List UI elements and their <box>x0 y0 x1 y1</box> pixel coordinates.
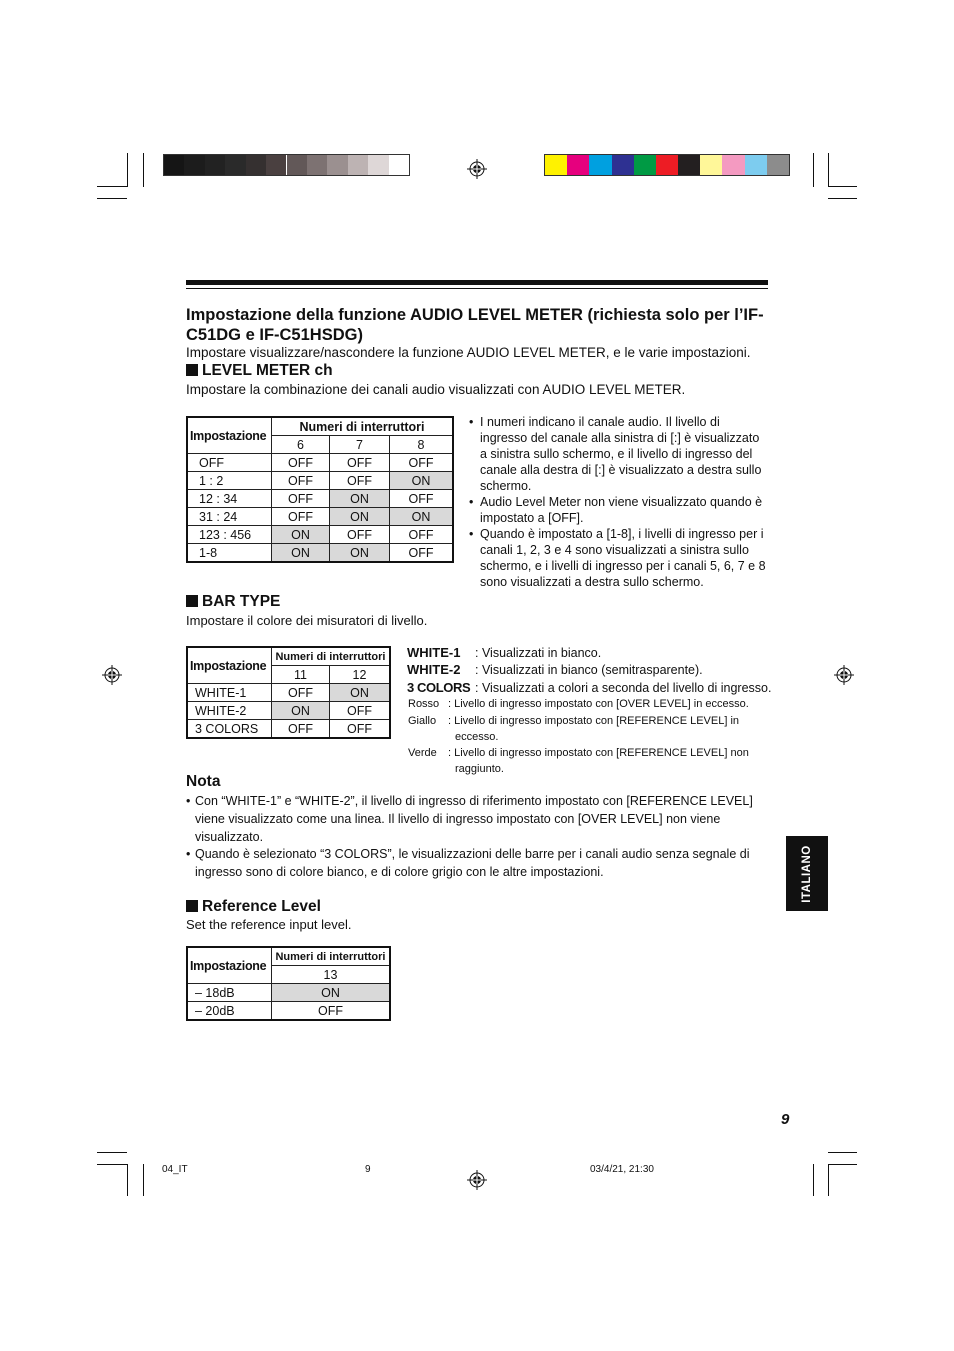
crop-mark <box>828 1152 857 1153</box>
crop-mark <box>97 1152 127 1153</box>
footer-file: 04_IT <box>162 1164 188 1175</box>
table-row <box>187 508 453 526</box>
nota-line: Quando è selezionato “3 COLORS”, le visualizzazioni delle barre per i canali audio senza segnale di <box>195 847 750 861</box>
reference-level-table <box>186 946 391 1021</box>
crop-mark <box>828 186 857 187</box>
footer-page: 9 <box>365 1164 371 1175</box>
switch-number: 11 <box>272 666 330 684</box>
gray-swatch <box>246 155 266 175</box>
color-verde-text: : Livello di ingresso impostato con [REFERENCE LEVEL] non <box>448 747 749 759</box>
color-swatch <box>545 155 567 175</box>
cell-value: OFF <box>272 684 330 702</box>
cell-value: OFF <box>272 508 330 526</box>
list-item: • I numeri indicano il canale audio. Il livello di ingresso del canale alla sinistra di [:] è visualizzato a sinistra sullo schermo, e il livello di ingresso del canale alla destra di [:] è visualizzato a destra sullo schermo. <box>468 414 768 494</box>
gray-swatch <box>205 155 225 175</box>
nota-item: • Con “WHITE-1” e “WHITE-2”, il livello di ingresso di riferimento impostato con [REFERENCE LEVEL] viene visualizzato come una linea. Il livello di ingresso impostato con [OVER LEVEL] non viene visualizzato. <box>186 794 753 844</box>
table-row <box>187 720 390 739</box>
row-label: WHITE-1 <box>187 684 272 702</box>
gray-swatch <box>184 155 204 175</box>
crop-mark <box>127 153 128 187</box>
footer-timestamp: 03/4/21, 21:30 <box>590 1164 654 1175</box>
table-row <box>187 1002 390 1021</box>
section-title-text: BAR TYPE <box>202 593 281 610</box>
cell-value: OFF <box>330 454 390 472</box>
gray-swatch <box>327 155 347 175</box>
switch-number: 7 <box>330 436 390 454</box>
gray-swatch <box>389 155 409 175</box>
crop-mark <box>97 1164 127 1165</box>
level-meter-notes <box>468 414 768 590</box>
list-item: • Audio Level Meter non viene visualizzato quando è impostato a [OFF]. <box>468 494 768 526</box>
color-rosso-name: Rosso <box>408 698 440 710</box>
color-swatch <box>700 155 722 175</box>
cell-value: OFF <box>330 720 391 739</box>
gray-swatch <box>307 155 327 175</box>
row-label: 3 COLORS <box>187 720 272 739</box>
table-row <box>187 472 453 490</box>
nota-line: viene visualizzato come una linea. Il livello di ingresso impostato con [OVER LEVEL] non viene <box>195 812 721 826</box>
switch-number: 6 <box>272 436 330 454</box>
cell-value: ON <box>390 508 454 526</box>
cell-value: ON <box>330 508 390 526</box>
switch-number: 8 <box>390 436 454 454</box>
table-row <box>187 684 390 702</box>
gray-swatch <box>225 155 245 175</box>
color-verde-name: Verde <box>408 747 437 759</box>
color-giallo-text-cont: eccesso. <box>455 731 499 743</box>
definition-3-colors <box>407 679 771 697</box>
switch-number: 12 <box>330 666 391 684</box>
cell-value: ON <box>330 544 390 563</box>
crop-mark <box>828 1164 857 1165</box>
header-rule <box>186 280 768 285</box>
nota-line: ingresso sono di colore bianco, e di colore grigio con le altre impostazioni. <box>195 865 604 879</box>
section-bar-type-desc: Impostare il colore dei misuratori di livello. <box>186 613 428 628</box>
color-swatch <box>722 155 744 175</box>
row-label: 1-8 <box>187 544 272 563</box>
section-title-text: Reference Level <box>202 898 321 915</box>
registration-mark-icon <box>467 1170 487 1190</box>
color-swatch <box>589 155 611 175</box>
color-calibration-bar <box>544 154 790 176</box>
gray-swatch <box>164 155 184 175</box>
cell-value: OFF <box>390 544 454 563</box>
cell-value: OFF <box>272 1002 391 1021</box>
page-number: 9 <box>781 1111 790 1128</box>
table-header-switches: Numeri di interruttori <box>272 417 454 436</box>
definition-white-1 <box>407 644 601 662</box>
cell-value: OFF <box>390 454 454 472</box>
registration-mark-icon <box>834 665 854 685</box>
language-side-tab <box>786 836 828 911</box>
crop-mark <box>143 153 144 187</box>
row-label: 12 : 34 <box>187 490 272 508</box>
cell-value: ON <box>272 984 391 1002</box>
color-giallo-text: : Livello di ingresso impostato con [REFERENCE LEVEL] in <box>448 715 740 727</box>
crop-mark <box>97 198 127 199</box>
page-title: Impostazione della funzione AUDIO LEVEL METER (richiesta solo per l’IF-C51DG e IF-C51HSDG) <box>186 306 764 344</box>
color-swatch <box>567 155 589 175</box>
crop-mark <box>143 1164 144 1196</box>
table-header-switches: Numeri di interruttori <box>272 947 391 966</box>
bar-type-table <box>186 646 391 739</box>
table-header-setting: Impostazione <box>187 647 272 684</box>
crop-mark <box>127 1164 128 1196</box>
section-reference-level-desc: Set the reference input level. <box>186 917 352 932</box>
table-row <box>187 702 390 720</box>
intro-text: Impostare visualizzare/nascondere la funzione AUDIO LEVEL METER, e le varie impostazioni. <box>186 345 751 360</box>
cell-value: ON <box>272 526 330 544</box>
cell-value: OFF <box>330 702 391 720</box>
row-label: 1 : 2 <box>187 472 272 490</box>
nota-item: • Quando è selezionato “3 COLORS”, le visualizzazioni delle barre per i canali audio senza segnale di ingresso sono di colore bianco, e di colore grigio con le altre impostazioni. <box>186 847 750 879</box>
row-label: WHITE-2 <box>187 702 272 720</box>
crop-mark <box>97 186 127 187</box>
cell-value: OFF <box>330 472 390 490</box>
nota-title: Nota <box>186 773 221 790</box>
level-meter-table <box>186 416 454 563</box>
row-label: – 18dB <box>187 984 272 1002</box>
cell-value: ON <box>330 684 391 702</box>
section-reference-level-title <box>186 898 321 916</box>
switch-number: 13 <box>272 966 391 984</box>
section-bar-type-title <box>186 593 280 611</box>
grayscale-color-bar <box>163 154 410 176</box>
cell-value: OFF <box>272 720 330 739</box>
definition-white-2 <box>407 661 703 679</box>
color-swatch <box>678 155 700 175</box>
cell-value: ON <box>330 490 390 508</box>
crop-mark <box>813 1164 814 1196</box>
square-bullet-icon <box>186 900 198 912</box>
row-label: – 20dB <box>187 1002 272 1021</box>
color-swatch <box>612 155 634 175</box>
nota-line: visualizzato. <box>195 830 264 844</box>
table-header-switches: Numeri di interruttori <box>272 647 391 666</box>
table-row <box>187 544 453 563</box>
cell-value: OFF <box>272 490 330 508</box>
gray-swatch <box>348 155 368 175</box>
table-header-setting: Impostazione <box>187 947 272 984</box>
table-row <box>187 984 390 1002</box>
color-swatch <box>634 155 656 175</box>
color-verde-text-cont: raggiunto. <box>455 763 504 775</box>
definition-text: : Visualizzati in bianco. <box>475 646 602 660</box>
gray-swatch <box>368 155 388 175</box>
table-row <box>187 490 453 508</box>
cell-value: OFF <box>330 526 390 544</box>
color-swatch <box>767 155 789 175</box>
side-tab-label: ITALIANO <box>801 844 813 903</box>
definition-term: WHITE-1 <box>407 645 461 660</box>
table-row <box>187 526 453 544</box>
cell-value: ON <box>272 702 330 720</box>
square-bullet-icon <box>186 595 198 607</box>
row-label: 31 : 24 <box>187 508 272 526</box>
cell-value: OFF <box>390 490 454 508</box>
color-swatch <box>745 155 767 175</box>
row-label: 123 : 456 <box>187 526 272 544</box>
cell-value: ON <box>272 544 330 563</box>
gray-swatch <box>266 155 286 175</box>
crop-mark <box>828 1164 829 1196</box>
cell-value: OFF <box>390 526 454 544</box>
definition-term: WHITE-2 <box>407 662 461 677</box>
definition-term: 3 COLORS <box>407 680 471 695</box>
crop-mark <box>828 198 857 199</box>
crop-mark <box>813 153 814 187</box>
cell-value: OFF <box>272 472 330 490</box>
registration-mark-icon <box>467 159 487 179</box>
definition-text: : Visualizzati in bianco (semitrasparente). <box>475 663 703 677</box>
section-level-meter-desc: Impostare la combinazione dei canali audio visualizzati con AUDIO LEVEL METER. <box>186 382 686 397</box>
cell-value: OFF <box>272 454 330 472</box>
nota-line: Con “WHITE-1” e “WHITE-2”, il livello di ingresso di riferimento impostato con [REFERENCE LEVEL] <box>195 794 753 808</box>
crop-mark <box>828 153 829 187</box>
table-header-setting: Impostazione <box>187 417 272 454</box>
registration-mark-icon <box>102 665 122 685</box>
square-bullet-icon <box>186 364 198 376</box>
definition-text: : Visualizzati a colori a seconda del livello di ingresso. <box>475 681 772 695</box>
section-level-meter-title <box>186 362 333 380</box>
color-giallo-name: Giallo <box>408 715 437 727</box>
cell-value: ON <box>390 472 454 490</box>
table-row <box>187 454 453 472</box>
list-item: • Quando è impostato a [1-8], i livelli di ingresso per i canali 1, 2, 3 e 4 sono visualizzati a sinistra sullo schermo, e i livelli di ingresso per i canali 5, 6, 7 e 8 sono visualizzati a destra sullo schermo. <box>468 526 768 590</box>
header-rule-thin <box>186 288 768 289</box>
color-rosso-text: : Livello di ingresso impostato con [OVER LEVEL] in eccesso. <box>448 698 749 710</box>
color-swatch <box>656 155 678 175</box>
section-title-text: LEVEL METER ch <box>202 362 333 379</box>
row-label: OFF <box>187 454 272 472</box>
gray-swatch <box>287 155 307 175</box>
